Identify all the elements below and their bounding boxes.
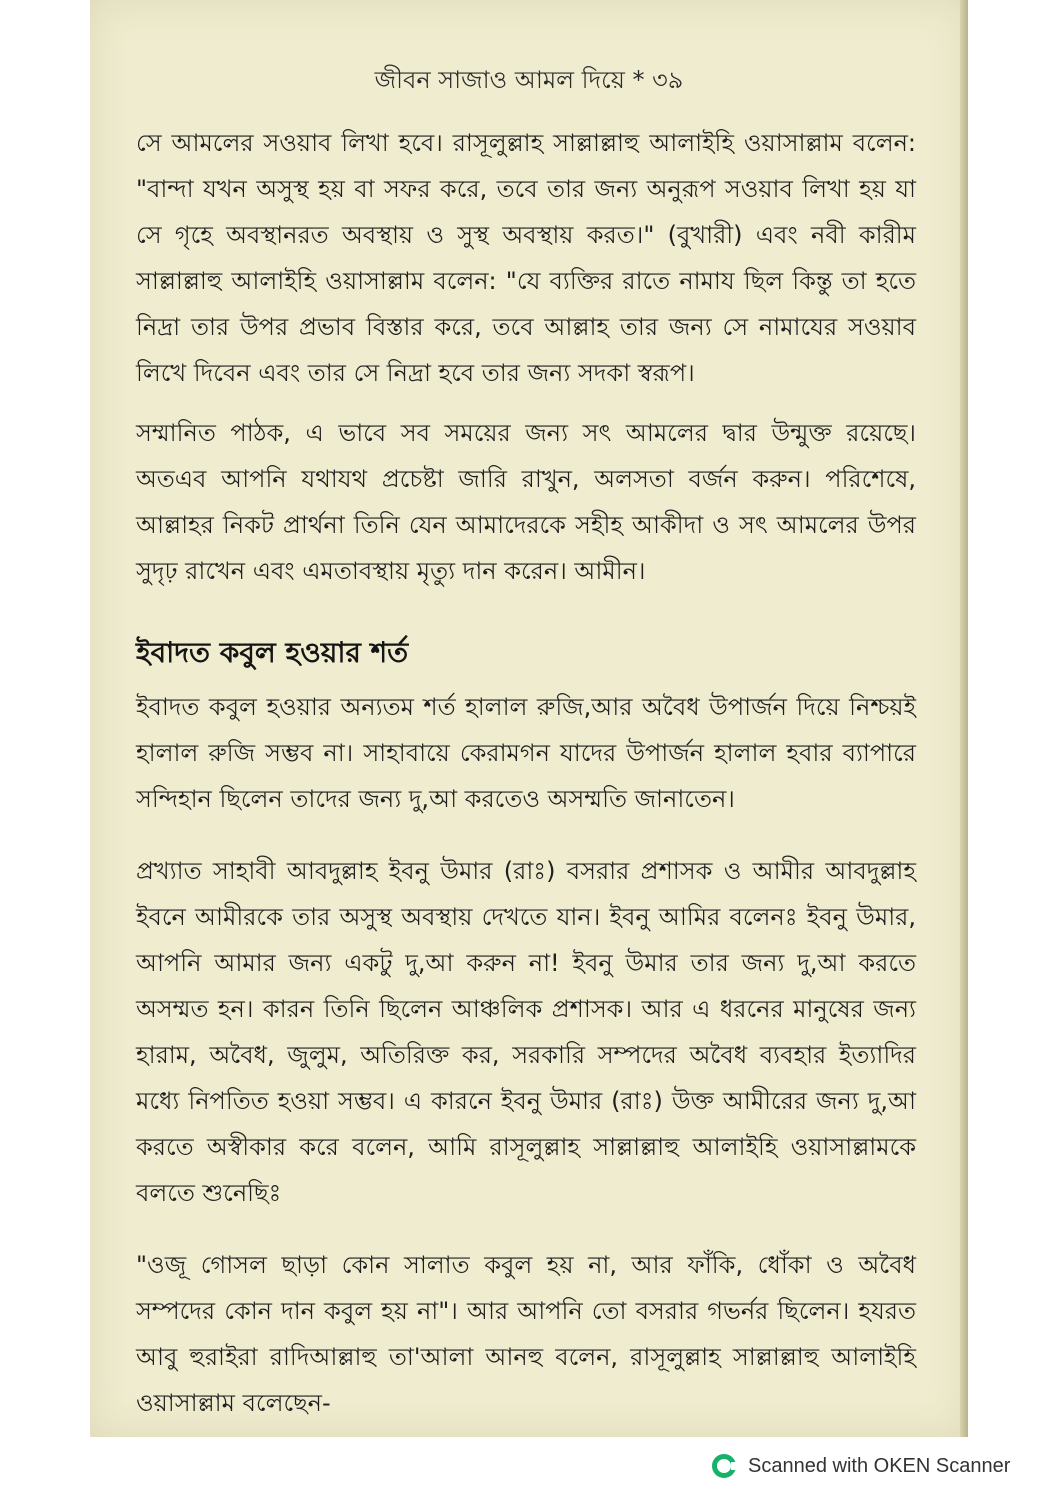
book-page (90, 0, 968, 1437)
paragraph-5: "ওজূ গোসল ছাড়া কোন সালাত কবুল হয় না, আর ফাঁকি, ধোঁকা ও অবৈধ সম্পদের কোন দান কবুল হয় না"। আর আপনি তো বসরার গভর্নর ছিলেন। হযরত আবু হুরাইরা রাদিআল্লাহু তা'আলা আনহু বলেন, রাসূলুল্লাহ সাল্লাল্লাহু আলাইহি ওয়াসাল্লাম বলেছেন- (136, 1251, 916, 1417)
scanner-logo-icon (712, 1454, 736, 1478)
section-heading: ইবাদত কবুল হওয়ার শর্ত (136, 636, 409, 669)
paragraph-4: প্রখ্যাত সাহাবী আবদুল্লাহ ইবনু উমার (রাঃ) বসরার প্রশাসক ও আমীর আবদুল্লাহ ইবনে আমীরকে তার অসুস্থ অবস্থায় দেখতে যান। ইবনু আমির বলেনঃ ইবনু উমার, আপনি আমার জন্য একটু দু,আ করুন না! ইবনু উমার তার জন্য দু,আ করতে অসম্মত হন। কারন তিনি ছিলেন আঞ্চলিক প্রশাসক। আর এ ধরনের মানুষের জন্য হারাম, অবৈধ, জুলুম, অতিরিক্ত কর, সরকারি সম্পদের অবৈধ ব্যবহার ইত্যাদির মধ্যে নিপতিত হওয়া সম্ভব। এ কারনে ইবনু উমার (রাঃ) উক্ত আমীরের জন্য দু,আ করতে অস্বীকার করে বলেন, আমি রাসূলুল্লাহ সাল্লাল্লাহু আলাইহি ওয়াসাল্লামকে বলতে শুনেছিঃ (136, 857, 916, 1207)
page-content (136, 120, 916, 1440)
running-head: জীবন সাজাও আমল দিয়ে * ৩৯ (374, 66, 684, 94)
paragraph-2: সম্মানিত পাঠক, এ ভাবে সব সময়ের জন্য সৎ আমলের দ্বার উন্মুক্ত রয়েছে। অতএব আপনি যথাযথ প্রচেষ্টা জারি রাখুন, অলসতা বর্জন করুন। পরিশেষে, আল্লাহর নিকট প্রার্থনা তিনি যেন আমাদেরকে সহীহ আকীদা ও সৎ আমলের উপর সুদৃঢ় রাখেন এবং এমতাবস্থায় মৃত্যু দান করেন। আমীন। (136, 419, 916, 585)
scanner-watermark (712, 1448, 1010, 1484)
scanner-text: Scanned with OKEN Scanner (748, 1454, 1011, 1477)
paragraph-3: ইবাদত কবুল হওয়ার অন্যতম শর্ত হালাল রুজি,আর অবৈধ উপার্জন দিয়ে নিশ্চয়ই হালাল রুজি সম্ভব না। সাহাবায়ে কেরামগন যাদের উপার্জন হালাল হবার ব্যাপারে সন্দিহান ছিলেন তাদের জন্য দু,আ করতেও অসম্মতি জানাতেন। (136, 693, 916, 813)
paragraph-1: সে আমলের সওয়াব লিখা হবে। রাসূলুল্লাহ সাল্লাল্লাহু আলাইহি ওয়াসাল্লাম বলেন: "বান্দা যখন অসুস্থ হয় বা সফর করে, তবে তার জন্য অনুরূপ সওয়াব লিখা হয় যা সে গৃহে অবস্থানরত অবস্থায় ও সুস্থ অবস্থায় করত।" (বুখারী) এবং নবী কারীম সাল্লাল্লাহু আলাইহি ওয়াসাল্লাম বলেন: "যে ব্যক্তির রাতে নামায ছিল কিন্তু তা হতে নিদ্রা তার উপর প্রভাব বিস্তার করে, তবে আল্লাহ তার জন্য সে নামাযের সওয়াব লিখে দিবেন এবং তার সে নিদ্রা হবে তার জন্য সদকা স্বরূপ। (136, 129, 916, 387)
page-edge (960, 0, 968, 1437)
